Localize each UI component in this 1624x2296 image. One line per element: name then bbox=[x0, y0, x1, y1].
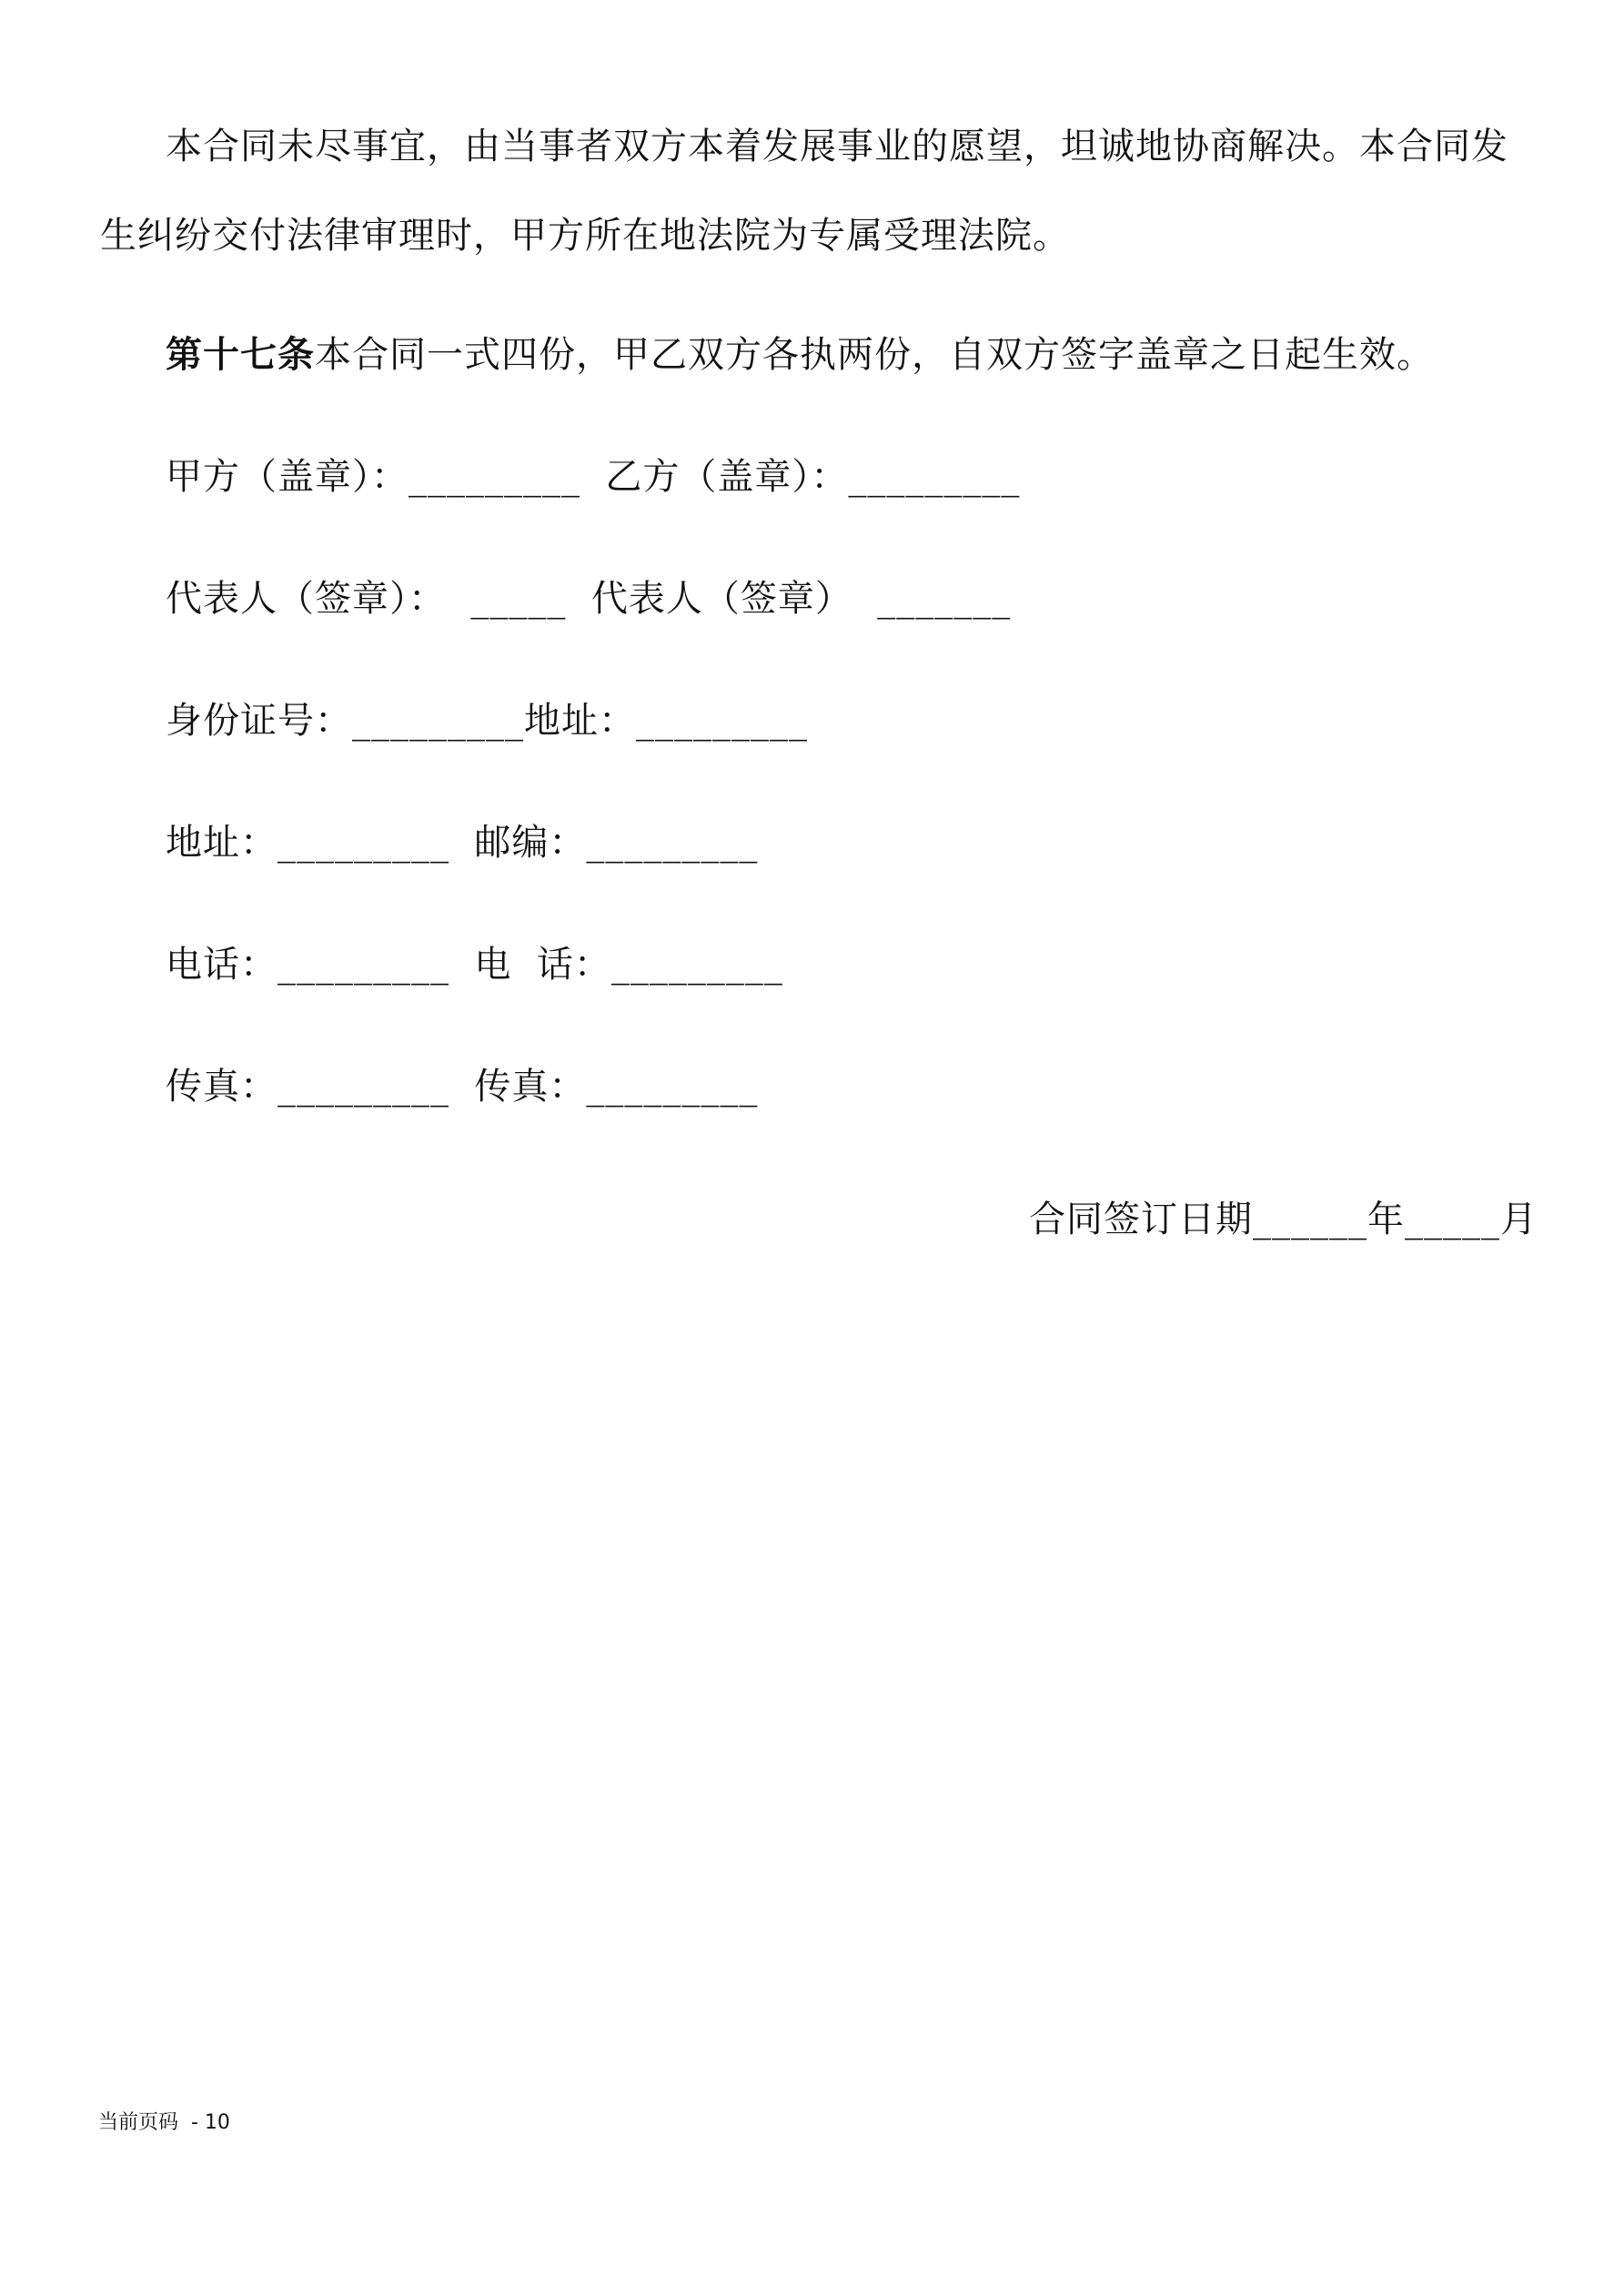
representative-signature-line: 代表人（签章）： _____ 代表人（签章） _______ bbox=[166, 578, 1012, 620]
party-seal-line: 甲方（盖章）：_________ 乙方（盖章）：_________ bbox=[166, 456, 1021, 498]
article-17-label: 第十七条 bbox=[166, 333, 315, 376]
unresolved-matters-paragraph: 本合同未尽事宜，由当事者双方本着发展事业的愿望，坦诚地协商解决。本合同发生纠纷交付法律审理时，甲方所在地法院为专属受理法院。 bbox=[100, 126, 1508, 257]
page-number-footer: 当前页码 - 10 bbox=[98, 2111, 230, 2134]
article-17-paragraph bbox=[166, 329, 1434, 380]
phone-line: 电话：_________ 电 话：_________ bbox=[166, 944, 783, 986]
address-postcode-line: 地址：_________ 邮编：_________ bbox=[166, 822, 759, 864]
contract-sign-date: 合同签订日期______年_____月 bbox=[1029, 1199, 1538, 1240]
id-address-line: 身份证号：_________地址：_________ bbox=[166, 700, 808, 742]
article-17-text: 本合同一式四份，甲乙双方各执两份，自双方签字盖章之日起生效。 bbox=[315, 334, 1434, 376]
fax-line: 传真：_________ 传真：_________ bbox=[166, 1066, 759, 1108]
